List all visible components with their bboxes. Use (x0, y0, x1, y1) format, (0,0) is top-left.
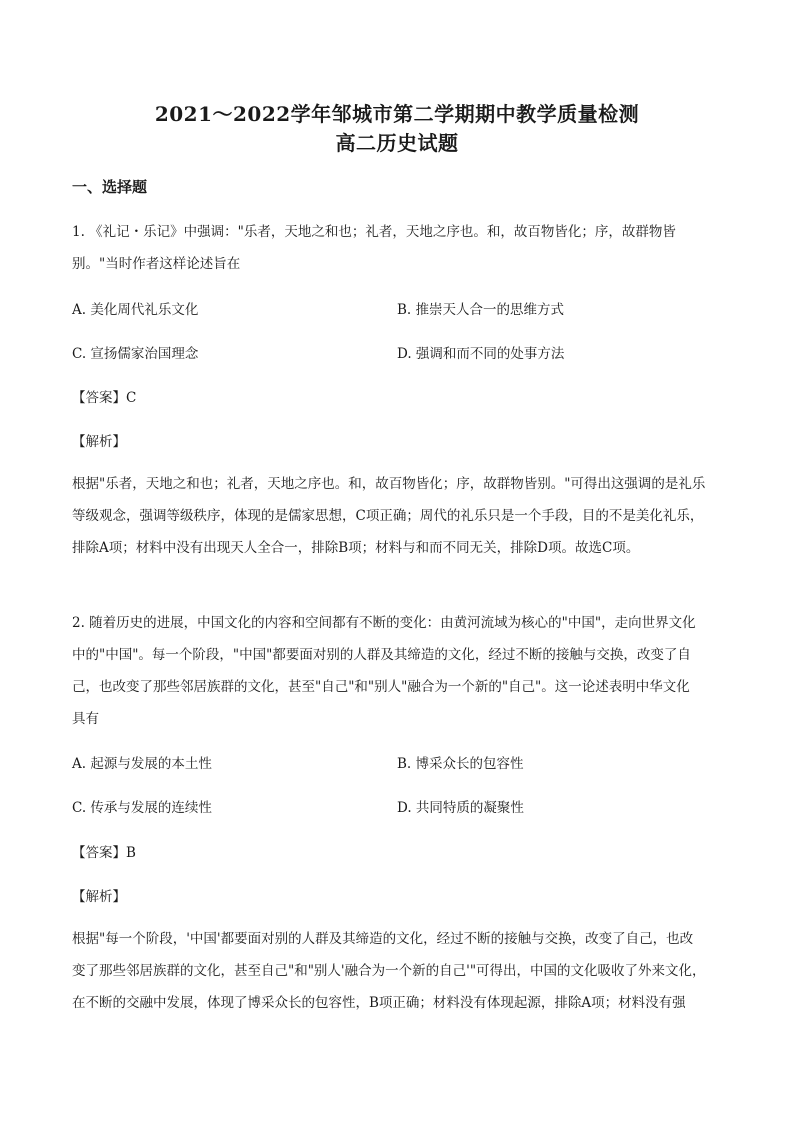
question-1-stem-line: 1. 《礼记・乐记》中强调："乐者，天地之和也；礼者，天地之序也。和，故百物皆化；序，故群物皆 (72, 224, 676, 240)
question-2-option-b: B. 博采众长的包容性 (397, 756, 524, 772)
question-2-analysis-line: 根据"每一个阶段，'中国'都要面对别的人群及其缔造的文化，经过不断的接触与交换，改变了自己，也改 (72, 931, 694, 947)
question-1-analysis (72, 468, 732, 564)
document-subtitle: 高二历史试题 (335, 131, 459, 155)
question-1-option-c: C. 宣扬儒家治国理念 (72, 346, 199, 362)
question-1-option-a: A. 美化周代礼乐文化 (72, 302, 199, 318)
question-2-option-c: C. 传承与发展的连续性 (72, 800, 212, 816)
question-1-analysis-line: 排除A项；材料中没有出现天人全合一，排除B项；材料与和而不同无关，排除D项。故选C项。 (72, 540, 640, 556)
question-2-stem-line: 2. 随着历史的进展，中国文化的内容和空间都有不断的变化：由黄河流域为核心的"中国"，走向世界文化 (72, 615, 696, 631)
question-1-stem-line: 别。"当时作者这样论述旨在 (72, 256, 241, 272)
document-title: 2021～2022学年邹城市第二学期期中教学质量检测 (154, 102, 640, 126)
question-1-option-b: B. 推崇天人合一的思维方式 (397, 302, 565, 318)
question-1-answer: 【答案】C (72, 390, 137, 406)
question-2-stem (72, 607, 732, 735)
question-2-analysis (72, 923, 732, 1019)
question-2-analysis-line: 变了那些邻居族群的文化，甚至自己"和"别人'融合为一个新的自己'"可得出，中国的文化吸收了外来文化， (72, 963, 706, 979)
question-2-option-a: A. 起源与发展的本土性 (72, 756, 212, 772)
question-2-stem-line: 己，也改变了那些邻居族群的文化，甚至"自己"和"别人"融合为一个新的"自己"。这一论述表明中华文化 (72, 679, 690, 695)
section-heading: 一、选择题 (72, 178, 148, 196)
question-2-analysis-label: 【解析】 (72, 889, 126, 905)
question-1-stem (72, 216, 732, 280)
question-1-analysis-label: 【解析】 (72, 434, 126, 450)
question-2-stem-line: 具有 (72, 711, 99, 727)
question-1-analysis-line: 等级观念，强调等级秩序，体现的是儒家思想，C项正确；周代的礼乐只是一个手段，目的不是美化礼乐， (72, 508, 704, 524)
question-2-stem-line: 中的"中国"。每一个阶段，"中国"都要面对别的人群及其缔造的文化，经过不断的接触与交换，改变了自 (72, 647, 691, 663)
question-2-option-d: D. 共同特质的凝聚性 (397, 800, 524, 816)
question-1-option-d: D. 强调和而不同的处事方法 (397, 346, 565, 362)
question-1-analysis-line: 根据"乐者，天地之和也；礼者，天地之序也。和，故百物皆化；序，故群物皆别。"可得出这强调的是礼乐 (72, 476, 706, 492)
question-2-analysis-line: 在不断的交融中发展，体现了博采众长的包容性，B项正确；材料没有体现起源，排除A项；材料没有强 (72, 995, 686, 1011)
question-2-answer: 【答案】B (72, 845, 136, 861)
